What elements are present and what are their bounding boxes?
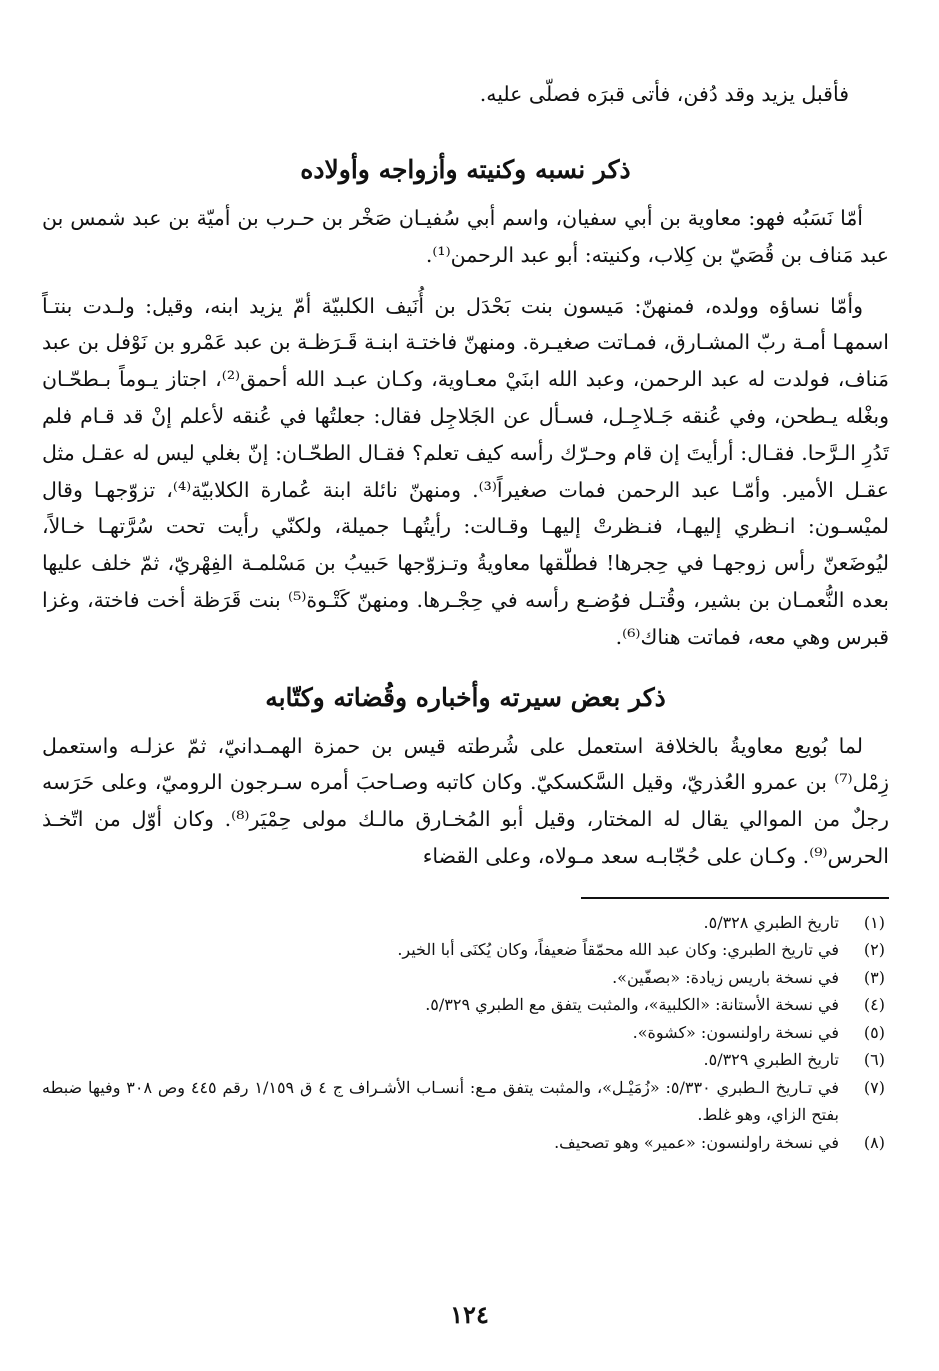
footnote-text: في نسخة راولنسون: «عمير» وهو تصحيف. [554,1132,839,1152]
footnote-divider [581,897,889,899]
paragraph-wives-children: وأمّا نساؤه وولده، فمنهنّ: مَيسون بنت بَحْدَل بن أُنَيف الكلبيّة أمّ يزيد ابنه، وقيل: ولـدت بنتـاً اسمهـا أمـة ربّ المشـارق، فمـاتت صغيـرة. ومنهنّ فاختـة ابنـة قَـرَظـة بن عبد عَمْرو بن نَوْفل بن عبد مَناف، فولدت له عبد الرحمن، وعبد الله ابنَيْ معـاوية، وكـان عبـد الله أحمق⁽²⁾، اجتاز يـوماً بـطحّـان وبغْله يـطحن، وفي عُنقه جَـلاجِـل، فسـأل عن الجَلاجِل فقال: جعلتُها في عُنقه لأعلم إنْ قد قـام فلم تَدُرِ الـرَّحا. فقـال: أرأيتَ إن قام وحـرّك رأسه كيف تعلم؟ فقـال الطحّـان: إنّ بغلي ليس له عقـل مثل عقـل الأمير. وأمّـا عبد الرحمن فمات صغيراً⁽³⁾. ومنهنّ نائلة ابنة عُمارة الكلابيّة⁽⁴⁾، تزوّجهـا وقال لميْسـون: انـظري إليهـا، فنـظرتْ إليهـا وقـالت: رأيتُهـا جميلة، ولكنّي رأيت تحت سُرَّتهـا خـالاً، ليُوضَعنّ رأس زوجهـا في حِجرها! فطلّقها معاويةُ وتـزوّجها حَبيبُ بن مَسْلمـة الفِهْريّ، ثمّ خلف عليها بعده النُّعمـان بن بشير، وقُتـل فوُضـع رأسه في حِجْـرها. ومنهنّ كَتْـوة⁽⁵⁾ بنت قَرَظة أخت فاختة، وغزا قبرس وهي معه، فماتت هناك⁽⁶⁾. [42,293,889,649]
section-heading-biography: ذكر بعض سيرته وأخباره وقُضاته وكتّابه [265,682,666,712]
footnote-number: (٣) [863,967,885,987]
footnote [42,964,889,992]
footnotes-list [42,909,889,1157]
footnote-text: تاريخ الطبري ٥/٣٢٩. [703,1050,839,1070]
footnote [42,936,889,964]
footnote [42,909,889,937]
footnote-text: في نسخة الأستانة: «الكلبية»، والمثبت يتفق مع الطبري ٥/٣٢٩. [425,995,839,1015]
footnote-number: (٢) [863,940,885,960]
footnote-number: (٥) [863,1022,885,1042]
opening-line: فأقبل يزيد وقد دُفن، فأتى قبرَه فصلّى عليه. [479,82,849,106]
footnote-text: في تاريخ الطبري: وكان عبد الله محمّقاً ضعيفاً، وكان يُكنَى أبا الخير. [397,940,839,960]
footnote [42,1074,889,1129]
footnote [42,1129,889,1157]
footnote [42,991,889,1019]
paragraph-biography: لما بُويع معاويةُ بالخلافة استعمل على شُرطته قيس بن حمزة الهمـدانيّ، ثمّ عزلـه واستعمل زِمْل⁽⁷⁾ بن عمرو العُذريّ، وقيل السَّكسكيّ. وكان كاتبه وصـاحبَ أمره سـرجون الروميّ، وعلى حَرَسه رجلٌ من الموالي يقال له المختار، وقيل أبو المُخـارق مالـك مولى حِمْيَر⁽⁸⁾. وكان أوّل من اتّخـذ الحرس⁽⁹⁾. وكـان على حُجّابـه سعد مـولاه، وعلى القضاء [42,733,889,868]
paragraph-lineage: أمّا نَسَبُه فهو: معاوية بن أبي سفيان، واسم أبي سُفيـان صَخْر بن حـرب بن أميّة بن عبد شمس بن عبد مَناف بن قُصَيّ بن كِلاب، وكنيته: أبو عبد الرحمن⁽¹⁾. [42,206,889,267]
footnote-number: (٤) [863,995,885,1015]
footnote-text: في تـاريخ الـطبري ٥/٣٣٠: «زُمَيْـل»، والمثبت يتفق مـع: أنسـاب الأشـراف ج ٤ ق ١/١٥٩ رقم ٤٤٥ وص ٣٠٨ وفيها ضبطه بفتح الزاي، وهو غلط. [42,1077,840,1125]
footnote [42,1046,889,1074]
footnote-number: (٨) [863,1132,885,1152]
section-heading-lineage: ذكر نسبه وكنيته وأزواجه وأولاده [300,155,631,184]
footnote-number: (٧) [863,1077,885,1097]
footnote-number: (٦) [863,1050,885,1070]
footnote [42,1019,889,1047]
page-number: ١٢٤ [450,1300,489,1329]
footnote-text: في نسخة راولنسون: «كشوة». [632,1022,839,1042]
footnote-text: تاريخ الطبري ٥/٣٢٨. [703,912,839,932]
footnote-text: في نسخة باريس زيادة: «بصفّين». [612,967,839,987]
footnote-number: (١) [863,912,885,932]
